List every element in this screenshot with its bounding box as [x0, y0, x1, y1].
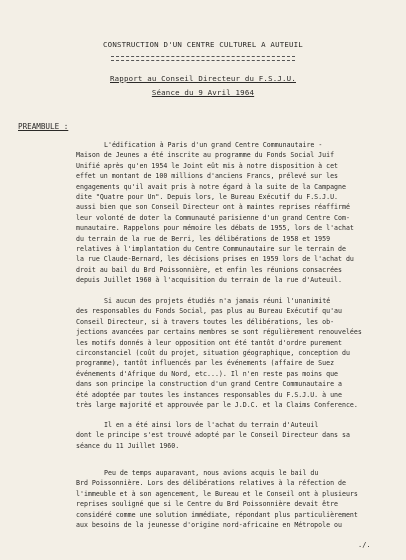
text-line: Si aucun des projets étudiés n'a jamais réuni l'unanimité	[104, 297, 331, 305]
text-line: Brd Poissonnière. Lors des délibérations relatives à la réfection de	[76, 479, 346, 488]
text-line: jections avancées par certains membres se sont régulièrement renouvelées	[76, 328, 362, 337]
preamble-label: PREAMBULE :	[18, 122, 69, 131]
text-line: du terrain de la rue de Berri, les délibérations de 1958 et 1959	[76, 234, 331, 243]
text-line: très large majorité et approuvée par le J.D.C. et la Claims Conference.	[76, 401, 358, 410]
title-rule-2	[111, 60, 295, 61]
paragraph-1	[76, 140, 396, 286]
text-line: Conseil Directeur, si à travers toutes les délibérations, les ob-	[76, 317, 335, 326]
document-title: CONSTRUCTION D'UN CENTRE CULTUREL A AUTEUIL	[103, 40, 303, 49]
text-line: L'édification à Paris d'un grand Centre Communautaire -	[104, 141, 323, 149]
text-line: Maison de Jeunes a été inscrite au programme du Fonds Social Juif	[76, 151, 335, 160]
text-line: des responsables du Fonds Social, pas plus au Bureau Exécutif qu'au	[76, 307, 342, 316]
text-line: dite "Quatre pour Un". Depuis lors, le Bureau Exécutif du F.S.J.U.	[76, 193, 339, 202]
text-line: événements d'Afrique du Nord, etc...). Il n'en reste pas moins que	[76, 369, 339, 378]
text-line: munautaire. Rappelons pour mémoire les débats de 1955, lors de l'achat	[76, 224, 354, 233]
text-line: les motifs donnés à leur opposition ont été tantôt d'ordre purement	[76, 338, 342, 347]
text-line: leur volonté de doter la Communauté parisienne d'un grand Centre Com-	[76, 213, 350, 222]
text-line: circonstanciel (coût du projet, situation géographique, conception du	[76, 349, 350, 358]
text-line: droit au bail du Brd Poissonnière, et enfin les réunions consacrées	[76, 265, 342, 274]
text-line: depuis Juillet 1960 à l'acquisition du terrain de la rue d'Auteuil.	[76, 276, 342, 285]
text-line: considéré comme une solution immédiate, répondant plus particulièrement	[76, 510, 358, 519]
text-line: Il en a été ainsi lors de l'achat du terrain d'Auteuil	[104, 421, 319, 429]
text-line: Unifié après qu'en 1954 le Joint eût mis à notre disposition à cet	[76, 161, 339, 170]
text-line: engagements qu'il avait pris à notre égard à la suite de la Campagne	[76, 182, 346, 191]
paragraph-4	[76, 468, 396, 530]
text-line: effet un montant de 100 millions d'anciens Francs, prélevé sur les	[76, 172, 339, 181]
title-rule	[111, 56, 295, 57]
text-line: dont le principe s'est trouvé adopté par le Conseil Directeur dans sa	[76, 431, 350, 440]
report-heading: Rapport au Conseil Directeur du F.S.J.U.	[110, 74, 296, 83]
text-line: aussi bien que son Conseil Directeur ont à maintes reprises réaffirmé	[76, 203, 350, 212]
paragraph-3	[76, 420, 396, 451]
text-line: reprises souligné que si le Centre du Brd Poissonnière devait être	[76, 500, 339, 509]
text-line: aux besoins de la jeunesse d'origine nord-africaine en Métropole ou	[76, 521, 342, 530]
continuation-mark: ./.	[358, 541, 371, 549]
text-line: programme), tantôt influencés par les événements (affaire de Suez	[76, 359, 335, 368]
session-date: Séance du 9 Avril 1964	[151, 88, 255, 97]
text-line: l'immeuble et à son agencement, le Bureau et le Conseil ont à plusieurs	[76, 489, 358, 498]
text-line: été adoptée par toutes les instances responsables du F.S.J.U. à une	[76, 390, 342, 399]
text-line: séance du 11 Juillet 1960.	[76, 441, 180, 450]
text-line: relatives à l'implantation du Centre Communautaire sur le terrain de	[76, 245, 346, 254]
text-line: dans son principe la construction d'un grand Centre Communautaire a	[76, 380, 342, 389]
text-line: la rue Claude-Bernard, les décisions prises en 1959 lors de l'achat du	[76, 255, 354, 264]
text-line: Peu de temps auparavant, nous avions acquis le bail du	[104, 469, 319, 477]
paragraph-2	[76, 296, 396, 410]
